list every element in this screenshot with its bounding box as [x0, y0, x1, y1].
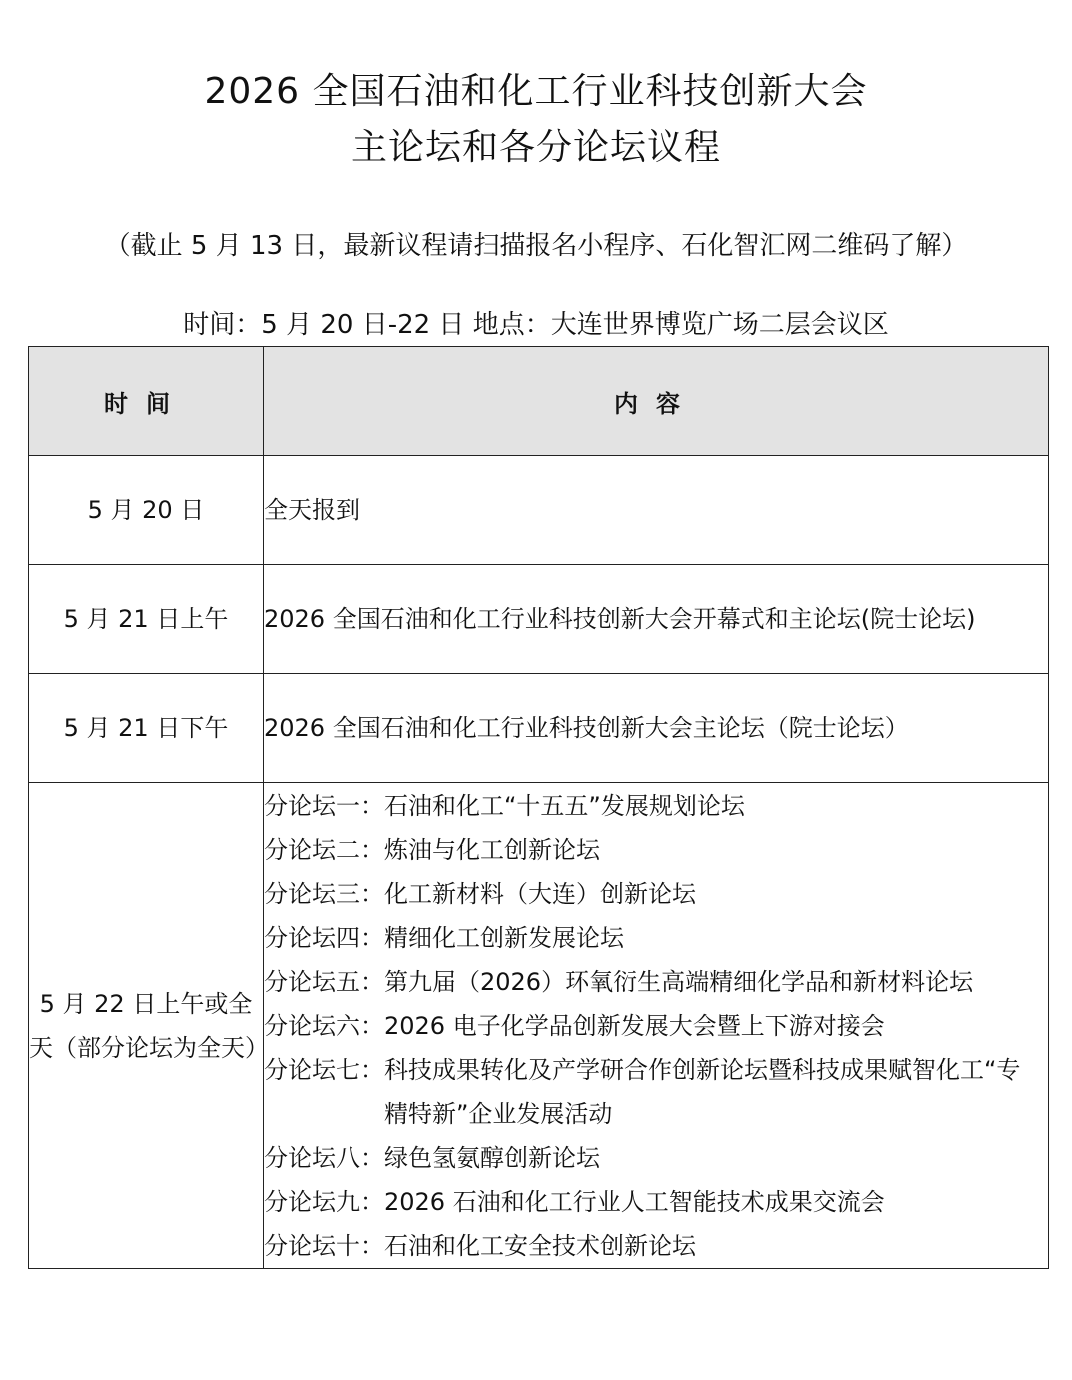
forum-title: 2026 电子化学品创新发展大会暨上下游对接会 — [384, 1011, 885, 1040]
forum-row-time: 5 月 22 日上午或全天（部分论坛为全天） — [29, 783, 264, 1269]
forum-item — [264, 784, 1048, 828]
forum-title: 科技成果转化及产学研合作创新论坛暨科技成果赋智化工“专精特新”企业发展活动 — [384, 1055, 1021, 1128]
forum-label: 分论坛五： — [264, 967, 384, 996]
header-content: 内容 — [264, 347, 1049, 456]
row-content: 2026 全国石油和化工行业科技创新大会主论坛（院士论坛） — [264, 674, 1049, 783]
row-time: 5 月 21 日下午 — [29, 674, 264, 783]
forum-title: 2026 石油和化工行业人工智能技术成果交流会 — [384, 1187, 885, 1216]
forum-title: 石油和化工安全技术创新论坛 — [384, 1231, 696, 1260]
forum-label: 分论坛八： — [264, 1143, 384, 1172]
agenda-note: （截止 5 月 13 日，最新议程请扫描报名小程序、石化智汇网二维码了解） — [104, 231, 968, 261]
row-time: 5 月 20 日 — [29, 456, 264, 565]
forum-title: 炼油与化工创新论坛 — [384, 835, 600, 864]
forum-item — [264, 1180, 1048, 1224]
table-row — [29, 565, 1049, 674]
row-content: 全天报到 — [264, 456, 1049, 565]
header-time: 时间 — [29, 347, 264, 456]
forum-title: 第九届（2026）环氧衍生高端精细化学品和新材料论坛 — [384, 967, 974, 996]
agenda-table — [28, 346, 1049, 1269]
forum-title: 绿色氢氨醇创新论坛 — [384, 1143, 600, 1172]
table-row — [29, 456, 1049, 565]
forum-list — [264, 783, 1049, 1269]
forum-item — [264, 1048, 1048, 1136]
forum-item — [264, 916, 1048, 960]
forum-label: 分论坛九： — [264, 1187, 384, 1216]
time-and-place: 时间：5 月 20 日-22 日 地点：大连世界博览广场二层会议区 — [183, 310, 889, 340]
forum-item — [264, 1004, 1048, 1048]
table-row — [29, 674, 1049, 783]
document-title-line-1: 2026 全国石油和化工行业科技创新大会 — [204, 71, 868, 112]
document-title-line-2: 主论坛和各分论坛议程 — [350, 127, 721, 168]
forum-title: 精细化工创新发展论坛 — [384, 923, 624, 952]
forum-label: 分论坛十： — [264, 1231, 384, 1260]
forum-item — [264, 960, 1048, 1004]
table-row-forums — [29, 783, 1049, 1269]
forum-label: 分论坛一： — [264, 791, 384, 820]
forum-item — [264, 1224, 1048, 1268]
forum-label: 分论坛六： — [264, 1011, 384, 1040]
forum-title: 石油和化工“十五五”发展规划论坛 — [384, 791, 745, 820]
forum-item — [264, 828, 1048, 872]
forum-title: 化工新材料（大连）创新论坛 — [384, 879, 696, 908]
row-content: 2026 全国石油和化工行业科技创新大会开幕式和主论坛(院士论坛) — [264, 565, 1049, 674]
forum-label: 分论坛四： — [264, 923, 384, 952]
table-header-row — [29, 347, 1049, 456]
forum-label: 分论坛七： — [264, 1055, 384, 1084]
forum-item — [264, 872, 1048, 916]
forum-label: 分论坛三： — [264, 879, 384, 908]
forum-label: 分论坛二： — [264, 835, 384, 864]
row-time: 5 月 21 日上午 — [29, 565, 264, 674]
forum-item — [264, 1136, 1048, 1180]
